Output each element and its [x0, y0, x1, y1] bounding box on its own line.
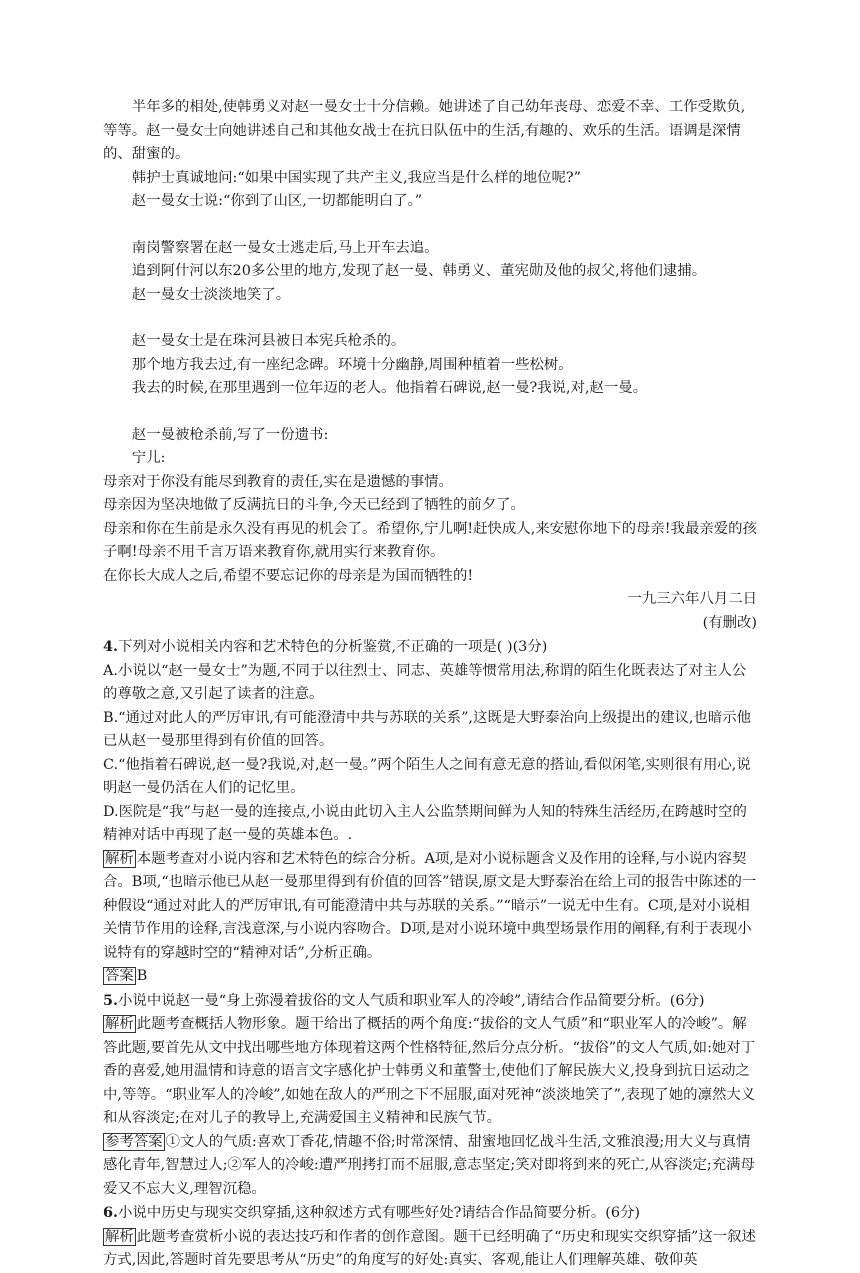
answer-block [103, 965, 757, 989]
option-c: C.“他指着石碑说,赵一曼?我说,对,赵一曼。”两个陌生人之间有意无意的搭讪,看似闲笔,实则很有用心,说明赵一曼仍活在人们的记忆里。 [103, 756, 751, 796]
analysis-block [103, 1013, 757, 1131]
analysis-tag: 解析 [105, 850, 134, 867]
analysis-text: 本题考查对小说内容和艺术特色的综合分析。A项,是对小说标题含义及作用的诠释,与小说内容契合。B项,“也暗示他已从赵一曼那里得到有价值的回答”错误,原文是大野泰治在给上司的报告中陈述的一种假设“通过对此人的严厉审讯,有可能澄清中共与苏联的关系。”“暗示”一说无中生有。C项,是对小说相关情节作用的诠释,言浅意深,与小说内容吻合。D项,是对小说环境中典型场景作用的阐释,有利于表现小说特有的穿越时空的“精神对话”,分析正确。 [103, 850, 757, 961]
letter-date: 一九三六年八月二日 [627, 591, 757, 607]
question-stem: 下列对小说相关内容和艺术特色的分析鉴赏,不正确的一项是( )(3分) [118, 639, 548, 655]
option-d: D.医院是“我”与赵一曼的连接点,小说由此切入主人公监禁期间鲜为人知的特殊生活经历,在跨越时空的精神对话中再现了赵一曼的英雄本色。. [103, 803, 747, 843]
option-b: B.“通过对此人的严厉审讯,有可能澄清中共与苏联的关系”,这既是大野泰治向上级提出的建议,也暗示他已从赵一曼那里得到有价值的回答。 [103, 709, 751, 749]
question-stem: 小说中说赵一曼“身上弥漫着拔俗的文人气质和职业军人的冷峻”,请结合作品简要分析。(6分) [118, 992, 705, 1009]
analysis-tag: 解析 [105, 1228, 134, 1245]
question-number: 4. [103, 638, 119, 655]
answer-tag: 参考答案 [105, 1133, 163, 1150]
source-note: (有删改) [702, 614, 757, 631]
letter-line: 母亲对于你没有能尽到教育的责任,实在是遗憾的事情。 [103, 473, 453, 490]
analysis-block [103, 1226, 757, 1273]
story-paragraph: 韩护士真诚地问:“如果中国实现了共产主义,我应当是什么样的地位呢?” [131, 169, 581, 186]
question-6 [103, 1201, 757, 1226]
document-body [103, 96, 757, 1273]
story-paragraph: 那个地方我去过,有一座纪念碑。环境十分幽静,周围种植着一些松树。 [131, 356, 573, 373]
option-a: A.小说以“赵一曼女士”为题,不同于以往烈士、同志、英雄等惯常用法,称谓的陌生化既表达了对主人公的尊敬之意,又引起了读者的注意。 [103, 662, 747, 702]
answer-text: ①文人的气质:喜欢丁香花,情趣不俗;时常深情、甜蜜地回忆战斗生活,文雅浪漫;用大义与真情感化青年,智慧过人;②军人的冷峻:遭严刑拷打而不屈服,意志坚定;笑对即将到来的死亡,从容淡定;充满母爱又不忘大义,理智沉稳。 [103, 1133, 755, 1197]
story-paragraph: 南岗警察署在赵一曼女士逃走后,马上开车去追。 [131, 239, 439, 256]
analysis-text: 此题考查赏析小说的表达技巧和作者的创作意图。题干已经明确了“历史和现实交织穿插”这一叙述方式,因此,答题时首先要思考从“历史”的角度写的好处:真实、客观,能让人们理解英雄、敬仰英 [103, 1228, 756, 1268]
story-paragraph: 我去的时候,在那里遇到一位年迈的老人。他指着石碑说,赵一曼?我说,对,赵一曼。 [131, 380, 648, 396]
story-paragraph: 赵一曼女士是在珠河县被日本宪兵枪杀的。 [131, 333, 406, 349]
answer-tag: 答案 [105, 968, 134, 984]
question-5 [103, 989, 757, 1014]
analysis-text: 此题考查概括人物形象。题干给出了概括的两个角度:“拔俗的文人气质”和“职业军人的冷峻”。解答此题,要首先从文中找出哪些地方体现着这两个性格特征,然后分点分析。“拔俗”的文人气质,如:她对丁香的喜爱,她用温情和诗意的语言文字感化护士韩勇义和董警士,使他们了解民族大义,投身到抗日运动之中,等等。“职业军人的冷峻”,如她在敌人的严刑之下不屈服,面对死神“淡淡地笑了”,表现了她的凛然大义和从容淡定;在对儿子的教导上,充满爱国主义精神和民族气节。 [103, 1016, 756, 1126]
question-4 [103, 635, 757, 660]
question-stem: 小说中历史与现实交织穿插,这种叙述方式有哪些好处?请结合作品简要分析。(6分) [118, 1205, 640, 1221]
letter-line: 母亲因为坚决地做了反满抗日的斗争,今天已经到了牺牲的前夕了。 [103, 497, 525, 513]
question-number: 6. [103, 1204, 119, 1221]
letter-line: 在你长大成人之后,希望不要忘记你的母亲是为国而牺牲的! [103, 567, 474, 584]
story-paragraph: 赵一曼女士说:“你到了山区,一切都能明白了。” [131, 193, 423, 209]
story-paragraph: 赵一曼女士淡淡地笑了。 [131, 286, 291, 303]
question-number: 5. [103, 991, 119, 1009]
story-paragraph: 追到阿什河以东20多公里的地方,发现了赵一曼、韩勇义、董宪勋及他的叔父,将他们逮捕。 [131, 263, 707, 279]
analysis-block [103, 848, 757, 966]
letter-salutation: 宁儿: [131, 450, 166, 466]
analysis-tag: 解析 [105, 1016, 134, 1032]
answer-text: B [136, 968, 148, 984]
letter-line: 母亲和你在生前是永久没有再见的机会了。希望你,宁儿啊!赶快成人,来安慰你地下的母亲!我最亲爱的孩子啊!母亲不用千言万语来教育你,就用实行来教育你。 [103, 520, 757, 560]
story-paragraph: 半年多的相处,使韩勇义对赵一曼女士十分信赖。她讲述了自己幼年丧母、恋爱不幸、工作受欺负,等等。赵一曼女士向她讲述自己和其他女战士在抗日队伍中的生活,有趣的、欢乐的生活。语调是深情的、甜蜜的。 [103, 99, 746, 162]
answer-block [103, 1131, 757, 1202]
story-paragraph: 赵一曼被枪杀前,写了一份遗书: [131, 426, 329, 443]
